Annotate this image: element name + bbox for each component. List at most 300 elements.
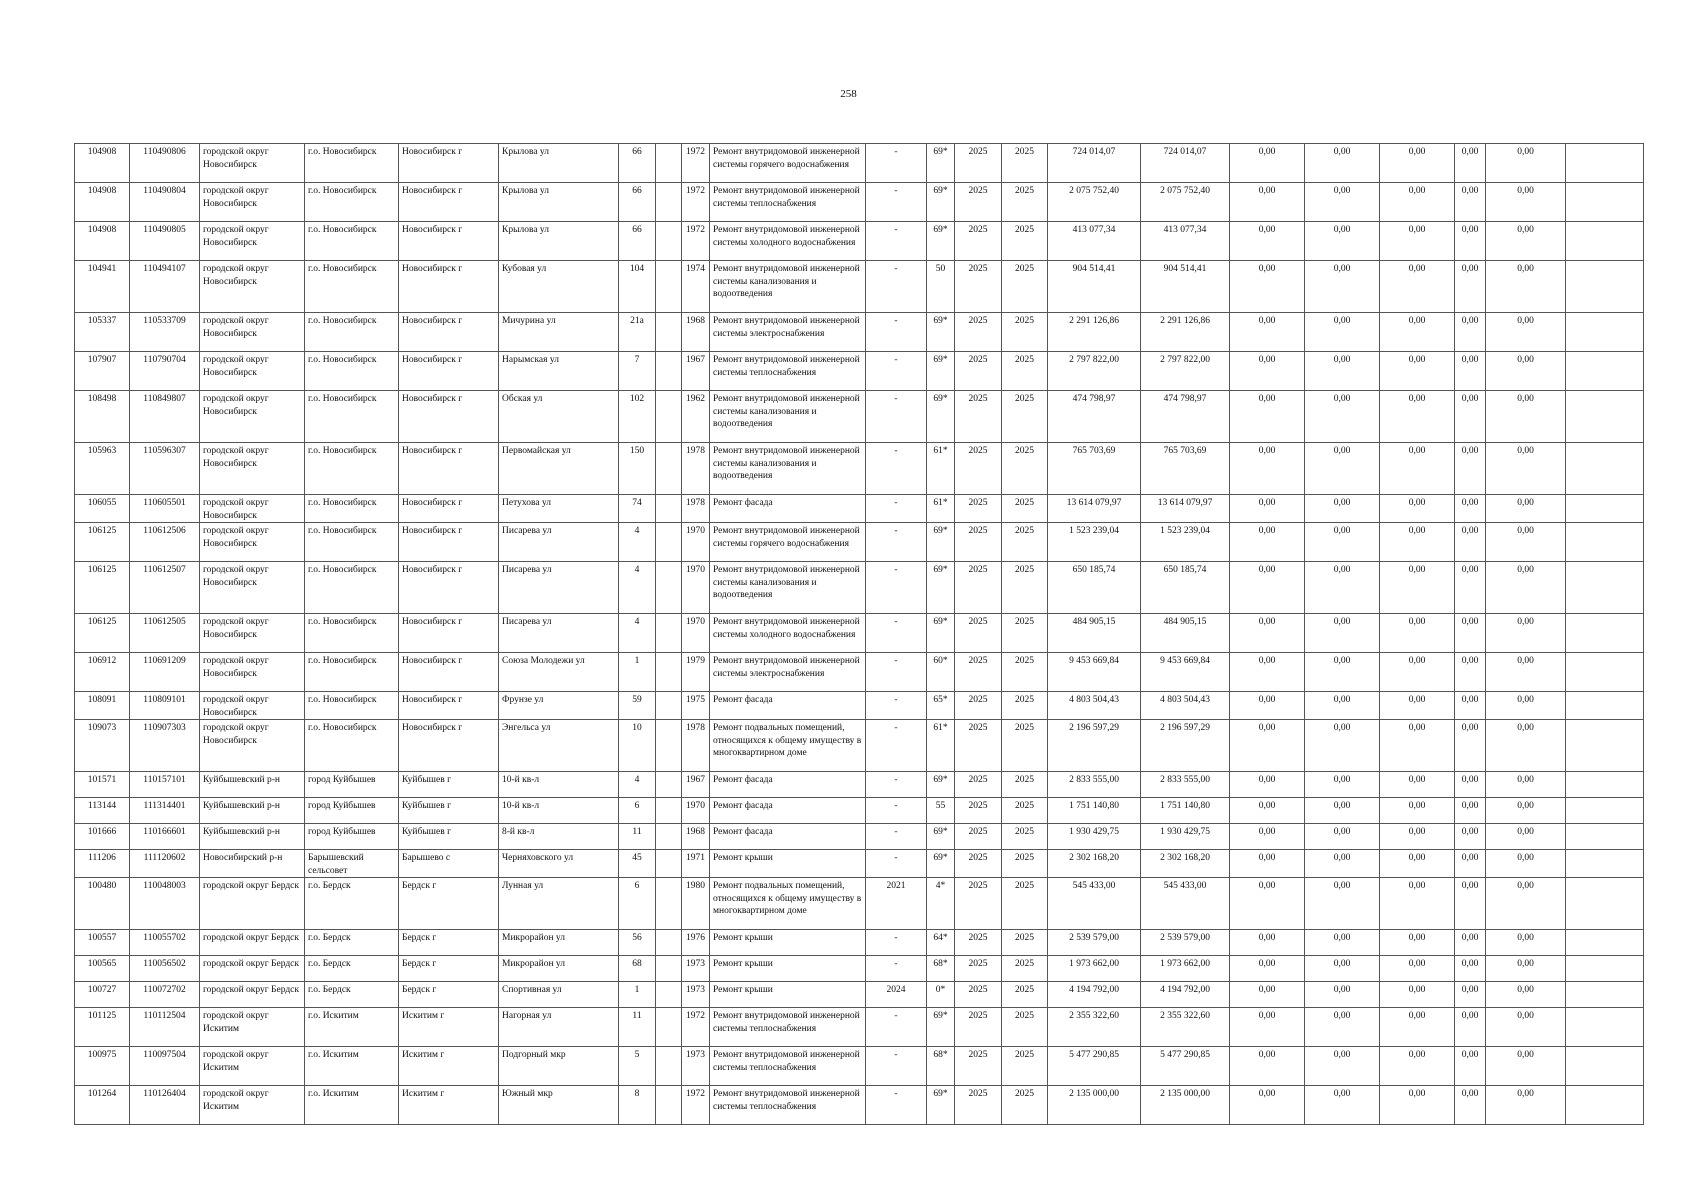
table-row bbox=[75, 495, 1644, 523]
table-cell: 0,00 bbox=[1486, 982, 1566, 1008]
table-cell: 0,00 bbox=[1486, 391, 1566, 443]
table-cell: 0,00 bbox=[1486, 614, 1566, 653]
table-cell: 0,00 bbox=[1230, 352, 1305, 391]
table-cell: 69* bbox=[927, 352, 955, 391]
table-cell: Фрунзе ул bbox=[499, 692, 619, 720]
table-row bbox=[75, 798, 1644, 824]
table-cell: 9 453 669,84 bbox=[1048, 653, 1141, 692]
table-cell: 1978 bbox=[682, 495, 710, 523]
table-cell: 106125 bbox=[75, 523, 130, 562]
table-cell bbox=[1566, 144, 1644, 183]
table-cell: 0,00 bbox=[1455, 692, 1486, 720]
table-cell: 0,00 bbox=[1486, 692, 1566, 720]
table-cell: 45 bbox=[619, 850, 656, 878]
table-cell bbox=[656, 562, 682, 614]
table-cell bbox=[1566, 930, 1644, 956]
table-cell: 484 905,15 bbox=[1048, 614, 1141, 653]
table-cell: г.о. Новосибирск bbox=[305, 261, 399, 313]
table-cell: 69* bbox=[927, 772, 955, 798]
table-cell: 1974 bbox=[682, 261, 710, 313]
table-cell: 0,00 bbox=[1305, 982, 1380, 1008]
table-cell: 2025 bbox=[1002, 391, 1048, 443]
table-cell: 2025 bbox=[1002, 930, 1048, 956]
table-cell: 0,00 bbox=[1305, 144, 1380, 183]
table-cell: 650 185,74 bbox=[1048, 562, 1141, 614]
table-cell bbox=[656, 772, 682, 798]
table-cell bbox=[1566, 183, 1644, 222]
table-cell: 0,00 bbox=[1380, 720, 1455, 772]
table-cell: 109073 bbox=[75, 720, 130, 772]
table-cell: 0,00 bbox=[1305, 614, 1380, 653]
table-cell: город Куйбышев bbox=[305, 824, 399, 850]
table-cell: 0,00 bbox=[1455, 183, 1486, 222]
table-cell: 110596307 bbox=[130, 443, 200, 495]
table-cell: 2025 bbox=[955, 850, 1002, 878]
table-cell: городской округ Новосибирск bbox=[200, 523, 305, 562]
table-cell: Крылова ул bbox=[499, 144, 619, 183]
table-cell: 110907303 bbox=[130, 720, 200, 772]
table-cell: 765 703,69 bbox=[1141, 443, 1230, 495]
table-cell: Ремонт крыши bbox=[710, 850, 866, 878]
table-cell: 2025 bbox=[1002, 352, 1048, 391]
table-cell: городской округ Новосибирск bbox=[200, 653, 305, 692]
table-cell: 1972 bbox=[682, 144, 710, 183]
table-cell: городской округ Искитим bbox=[200, 1047, 305, 1086]
table-cell: 0,00 bbox=[1380, 183, 1455, 222]
table-row bbox=[75, 523, 1644, 562]
table-cell: Куйбышевский р-н bbox=[200, 824, 305, 850]
page-number: 258 bbox=[840, 88, 857, 100]
table-cell: 0,00 bbox=[1230, 1086, 1305, 1125]
table-cell: 2025 bbox=[1002, 692, 1048, 720]
table-cell: - bbox=[866, 261, 927, 313]
table-cell: Бердск г bbox=[399, 982, 499, 1008]
table-cell: 0,00 bbox=[1455, 653, 1486, 692]
table-cell: городской округ Новосибирск bbox=[200, 391, 305, 443]
table-cell: 0,00 bbox=[1305, 391, 1380, 443]
table-cell: городской округ Новосибирск bbox=[200, 144, 305, 183]
table-cell: 2 291 126,86 bbox=[1048, 313, 1141, 352]
table-cell: 1 bbox=[619, 653, 656, 692]
table-cell: Новосибирск г bbox=[399, 313, 499, 352]
table-cell: 650 185,74 bbox=[1141, 562, 1230, 614]
table-cell bbox=[656, 523, 682, 562]
table-cell bbox=[656, 261, 682, 313]
table-cell: 10-й кв-л bbox=[499, 798, 619, 824]
table-cell: 2025 bbox=[1002, 562, 1048, 614]
table-cell: 2025 bbox=[1002, 313, 1048, 352]
table-cell: г.о. Новосибирск bbox=[305, 222, 399, 261]
table-cell: 110490805 bbox=[130, 222, 200, 261]
table-cell: 6 bbox=[619, 798, 656, 824]
table-cell: 4* bbox=[927, 878, 955, 930]
table-cell: 5 477 290,85 bbox=[1048, 1047, 1141, 1086]
table-cell: 104908 bbox=[75, 222, 130, 261]
table-cell: 64* bbox=[927, 930, 955, 956]
table-cell: 68 bbox=[619, 956, 656, 982]
table-cell: 0,00 bbox=[1230, 982, 1305, 1008]
table-cell: 69* bbox=[927, 222, 955, 261]
table-cell: 2025 bbox=[955, 982, 1002, 1008]
table-cell: 2 355 322,60 bbox=[1141, 1008, 1230, 1047]
table-cell: - bbox=[866, 1086, 927, 1125]
table-row bbox=[75, 1086, 1644, 1125]
table-cell: - bbox=[866, 144, 927, 183]
table-cell: Ремонт крыши bbox=[710, 982, 866, 1008]
table-cell: г.о. Новосибирск bbox=[305, 653, 399, 692]
table-cell: 1972 bbox=[682, 1008, 710, 1047]
table-cell: 1967 bbox=[682, 352, 710, 391]
table-cell: 2 196 597,29 bbox=[1048, 720, 1141, 772]
table-cell: 0,00 bbox=[1455, 222, 1486, 261]
table-cell: Куйбышев г bbox=[399, 824, 499, 850]
table-cell: Искитим г bbox=[399, 1086, 499, 1125]
table-cell: 0,00 bbox=[1305, 653, 1380, 692]
table-cell: - bbox=[866, 183, 927, 222]
table-cell: 0,00 bbox=[1455, 878, 1486, 930]
table-cell: Ремонт внутридомовой инженерной системы холодного водоснабжения bbox=[710, 614, 866, 653]
table-cell: 0,00 bbox=[1455, 352, 1486, 391]
table-cell: 0,00 bbox=[1380, 798, 1455, 824]
table-cell bbox=[1566, 523, 1644, 562]
table-cell: 1978 bbox=[682, 443, 710, 495]
table-cell: 0,00 bbox=[1380, 1086, 1455, 1125]
table-cell: 0,00 bbox=[1305, 523, 1380, 562]
table-cell: - bbox=[866, 443, 927, 495]
table-cell: 59 bbox=[619, 692, 656, 720]
table-cell: Кубовая ул bbox=[499, 261, 619, 313]
table-cell: 2025 bbox=[1002, 956, 1048, 982]
table-cell: 0,00 bbox=[1486, 850, 1566, 878]
table-cell: 0,00 bbox=[1305, 183, 1380, 222]
table-cell bbox=[656, 653, 682, 692]
table-cell: 104 bbox=[619, 261, 656, 313]
table-cell: 111314401 bbox=[130, 798, 200, 824]
table-cell: 1 930 429,75 bbox=[1048, 824, 1141, 850]
table-row bbox=[75, 653, 1644, 692]
table-cell: г.о. Бердск bbox=[305, 982, 399, 1008]
table-cell: 0,00 bbox=[1380, 313, 1455, 352]
table-cell: 0,00 bbox=[1455, 391, 1486, 443]
table-cell: Ремонт внутридомовой инженерной системы теплоснабжения bbox=[710, 183, 866, 222]
table-cell: 545 433,00 bbox=[1048, 878, 1141, 930]
table-cell: Ремонт фасада bbox=[710, 798, 866, 824]
table-cell: 2025 bbox=[1002, 523, 1048, 562]
table-cell: Новосибирск г bbox=[399, 222, 499, 261]
table-cell: Черняховского ул bbox=[499, 850, 619, 878]
table-cell: 0,00 bbox=[1230, 653, 1305, 692]
table-cell: Мичурина ул bbox=[499, 313, 619, 352]
table-cell: 0,00 bbox=[1455, 982, 1486, 1008]
table-cell: Бердск г bbox=[399, 930, 499, 956]
table-cell: г.о. Новосибирск bbox=[305, 352, 399, 391]
table-cell: 0,00 bbox=[1380, 352, 1455, 391]
table-cell: 0,00 bbox=[1455, 261, 1486, 313]
table-cell: - bbox=[866, 222, 927, 261]
table-cell bbox=[656, 222, 682, 261]
table-cell bbox=[656, 495, 682, 523]
table-cell: Ремонт внутридомовой инженерной системы электроснабжения bbox=[710, 653, 866, 692]
table-cell: 0,00 bbox=[1486, 653, 1566, 692]
table-cell: Бердск г bbox=[399, 956, 499, 982]
table-cell: 2025 bbox=[955, 956, 1002, 982]
table-cell: 0,00 bbox=[1230, 824, 1305, 850]
table-row bbox=[75, 222, 1644, 261]
table-cell: Новосибирск г bbox=[399, 183, 499, 222]
table-cell: 0,00 bbox=[1305, 692, 1380, 720]
table-cell: 66 bbox=[619, 183, 656, 222]
table-cell: Ремонт крыши bbox=[710, 930, 866, 956]
table-cell: 110809101 bbox=[130, 692, 200, 720]
table-cell: 0,00 bbox=[1380, 562, 1455, 614]
table-cell: 111206 bbox=[75, 850, 130, 878]
table-row bbox=[75, 144, 1644, 183]
table-cell: 0,00 bbox=[1305, 313, 1380, 352]
table-cell: 0,00 bbox=[1230, 183, 1305, 222]
table-cell: 2 833 555,00 bbox=[1141, 772, 1230, 798]
table-cell: 69* bbox=[927, 523, 955, 562]
table-cell: - bbox=[866, 850, 927, 878]
table-cell: 2025 bbox=[1002, 144, 1048, 183]
table-cell: 0,00 bbox=[1486, 1008, 1566, 1047]
table-cell: 4 bbox=[619, 523, 656, 562]
table-cell: Ремонт внутридомовой инженерной системы теплоснабжения bbox=[710, 352, 866, 391]
table-cell: 69* bbox=[927, 1086, 955, 1125]
table-cell: 0,00 bbox=[1380, 391, 1455, 443]
table-cell: Ремонт внутридомовой инженерной системы горячего водоснабжения bbox=[710, 144, 866, 183]
table-cell: 55 bbox=[927, 798, 955, 824]
table-cell: 106125 bbox=[75, 614, 130, 653]
table-cell: 68* bbox=[927, 956, 955, 982]
table-cell: г.о. Искитим bbox=[305, 1047, 399, 1086]
table-cell: 106912 bbox=[75, 653, 130, 692]
table-cell: Крылова ул bbox=[499, 183, 619, 222]
table-cell: 545 433,00 bbox=[1141, 878, 1230, 930]
table-cell: Ремонт подвальных помещений, относящихся к общему имуществу в многоквартирном доме bbox=[710, 878, 866, 930]
table-cell: 110048003 bbox=[130, 878, 200, 930]
table-cell: 0,00 bbox=[1486, 878, 1566, 930]
table-cell: городской округ Новосибирск bbox=[200, 562, 305, 614]
table-cell: 69* bbox=[927, 850, 955, 878]
table-cell: городской округ Бердск bbox=[200, 982, 305, 1008]
table-cell bbox=[656, 144, 682, 183]
table-cell: 105963 bbox=[75, 443, 130, 495]
table-cell: 1972 bbox=[682, 183, 710, 222]
table-cell: Подгорный мкр bbox=[499, 1047, 619, 1086]
table-cell: 2025 bbox=[1002, 772, 1048, 798]
table-cell: 2025 bbox=[955, 1086, 1002, 1125]
table-cell: Ремонт фасада bbox=[710, 824, 866, 850]
table-cell bbox=[656, 443, 682, 495]
table-cell bbox=[656, 878, 682, 930]
table-cell: - bbox=[866, 495, 927, 523]
table-cell: 2025 bbox=[955, 352, 1002, 391]
table-cell: 2025 bbox=[1002, 1086, 1048, 1125]
table-cell: - bbox=[866, 956, 927, 982]
table-cell: Ремонт фасада bbox=[710, 772, 866, 798]
table-cell: Писарева ул bbox=[499, 562, 619, 614]
table-cell: 2025 bbox=[955, 720, 1002, 772]
table-cell: 110605501 bbox=[130, 495, 200, 523]
table-cell: 0,00 bbox=[1455, 824, 1486, 850]
table-cell: 0,00 bbox=[1230, 956, 1305, 982]
table-cell: 2025 bbox=[955, 313, 1002, 352]
table-cell: 2025 bbox=[955, 878, 1002, 930]
table-cell bbox=[656, 1008, 682, 1047]
table-cell: г.о. Новосибирск bbox=[305, 523, 399, 562]
table-cell: 0,00 bbox=[1230, 772, 1305, 798]
table-cell: 0,00 bbox=[1486, 144, 1566, 183]
table-row bbox=[75, 850, 1644, 878]
table-cell: г.о. Бердск bbox=[305, 930, 399, 956]
table-cell bbox=[1566, 391, 1644, 443]
table-cell: - bbox=[866, 523, 927, 562]
table-cell: 0,00 bbox=[1455, 772, 1486, 798]
table-cell: 2025 bbox=[1002, 614, 1048, 653]
table-cell: - bbox=[866, 653, 927, 692]
table-row bbox=[75, 443, 1644, 495]
table-cell: 0,00 bbox=[1230, 878, 1305, 930]
table-cell: 2 135 000,00 bbox=[1141, 1086, 1230, 1125]
table-cell: 0,00 bbox=[1305, 1086, 1380, 1125]
table-cell: Куйбышевский р-н bbox=[200, 798, 305, 824]
table-cell: г.о. Новосибирск bbox=[305, 183, 399, 222]
table-cell: 0,00 bbox=[1486, 222, 1566, 261]
table-cell: Ремонт внутридомовой инженерной системы канализования и водоотведения bbox=[710, 261, 866, 313]
table-cell: г.о. Искитим bbox=[305, 1008, 399, 1047]
table-cell: 1968 bbox=[682, 313, 710, 352]
table-cell: 66 bbox=[619, 222, 656, 261]
table-cell: г.о. Новосибирск bbox=[305, 720, 399, 772]
table-cell: 50 bbox=[927, 261, 955, 313]
table-cell bbox=[1566, 222, 1644, 261]
table-cell: 0,00 bbox=[1486, 261, 1566, 313]
table-cell: 9 453 669,84 bbox=[1141, 653, 1230, 692]
table-cell: 0,00 bbox=[1230, 798, 1305, 824]
table-cell: 0,00 bbox=[1230, 391, 1305, 443]
table-cell: 100480 bbox=[75, 878, 130, 930]
table-cell: Новосибирск г bbox=[399, 495, 499, 523]
table-cell: 0,00 bbox=[1305, 772, 1380, 798]
table-cell bbox=[1566, 1008, 1644, 1047]
table-cell: 2 797 822,00 bbox=[1141, 352, 1230, 391]
table-cell: 110490804 bbox=[130, 183, 200, 222]
table-cell: 2 135 000,00 bbox=[1048, 1086, 1141, 1125]
table-cell: 110056502 bbox=[130, 956, 200, 982]
table-cell: 0,00 bbox=[1380, 443, 1455, 495]
table-cell: 1 751 140,80 bbox=[1048, 798, 1141, 824]
table-cell: - bbox=[866, 930, 927, 956]
table-cell: 1970 bbox=[682, 798, 710, 824]
table-cell: 0,00 bbox=[1380, 982, 1455, 1008]
table-cell: Ремонт внутридомовой инженерной системы холодного водоснабжения bbox=[710, 222, 866, 261]
table-cell: 1973 bbox=[682, 956, 710, 982]
table-cell: г.о. Новосибирск bbox=[305, 313, 399, 352]
table-cell: 106055 bbox=[75, 495, 130, 523]
table-cell: 60* bbox=[927, 653, 955, 692]
table-cell: 0,00 bbox=[1486, 1047, 1566, 1086]
table-cell: 56 bbox=[619, 930, 656, 956]
table-cell: 4 194 792,00 bbox=[1141, 982, 1230, 1008]
table-cell bbox=[656, 183, 682, 222]
table-cell: 11 bbox=[619, 1008, 656, 1047]
table-cell: 69* bbox=[927, 562, 955, 614]
table-cell: 0,00 bbox=[1455, 144, 1486, 183]
table-cell: 0,00 bbox=[1486, 956, 1566, 982]
table-cell: 0,00 bbox=[1230, 692, 1305, 720]
table-cell: 0,00 bbox=[1305, 850, 1380, 878]
table-cell bbox=[1566, 562, 1644, 614]
table-cell: - bbox=[866, 798, 927, 824]
table-cell: 0,00 bbox=[1455, 523, 1486, 562]
table-cell: 0,00 bbox=[1305, 798, 1380, 824]
table-cell: городской округ Искитим bbox=[200, 1086, 305, 1125]
table-cell: 0,00 bbox=[1380, 956, 1455, 982]
table-cell: 110490806 bbox=[130, 144, 200, 183]
table-cell: 1971 bbox=[682, 850, 710, 878]
table-cell: 0,00 bbox=[1305, 956, 1380, 982]
table-cell: 0,00 bbox=[1486, 523, 1566, 562]
table-cell: 110612505 bbox=[130, 614, 200, 653]
table-row bbox=[75, 692, 1644, 720]
table-cell bbox=[1566, 956, 1644, 982]
table-cell: 4 bbox=[619, 772, 656, 798]
table-cell: 2 302 168,20 bbox=[1048, 850, 1141, 878]
table-cell: 0,00 bbox=[1230, 222, 1305, 261]
table-cell: 0,00 bbox=[1455, 614, 1486, 653]
table-cell: 0,00 bbox=[1380, 1008, 1455, 1047]
table-cell: г.о. Искитим bbox=[305, 1086, 399, 1125]
table-cell: Энгельса ул bbox=[499, 720, 619, 772]
table-cell: 0,00 bbox=[1305, 222, 1380, 261]
table-row bbox=[75, 313, 1644, 352]
table-cell: 0,00 bbox=[1230, 1008, 1305, 1047]
table-cell: 2025 bbox=[955, 183, 1002, 222]
table-cell: 2025 bbox=[955, 443, 1002, 495]
table-cell: Ремонт внутридомовой инженерной системы теплоснабжения bbox=[710, 1008, 866, 1047]
table-cell: 0,00 bbox=[1380, 878, 1455, 930]
table-cell: городской округ Новосибирск bbox=[200, 222, 305, 261]
table-cell: 0,00 bbox=[1455, 720, 1486, 772]
table-cell: 110072702 bbox=[130, 982, 200, 1008]
table-cell: Новосибирск г bbox=[399, 352, 499, 391]
table-cell: 8-й кв-л bbox=[499, 824, 619, 850]
table-cell: городской округ Искитим bbox=[200, 1008, 305, 1047]
table-cell: 2025 bbox=[1002, 495, 1048, 523]
table-cell: 484 905,15 bbox=[1141, 614, 1230, 653]
table-cell: 0,00 bbox=[1455, 956, 1486, 982]
table-cell bbox=[1566, 352, 1644, 391]
table-cell: г.о. Бердск bbox=[305, 878, 399, 930]
table-cell bbox=[1566, 261, 1644, 313]
table-cell: 2 075 752,40 bbox=[1048, 183, 1141, 222]
table-cell: городской округ Новосибирск bbox=[200, 720, 305, 772]
table-row bbox=[75, 614, 1644, 653]
table-cell: 0,00 bbox=[1230, 1047, 1305, 1086]
table-cell: 106125 bbox=[75, 562, 130, 614]
table-cell: 413 077,34 bbox=[1141, 222, 1230, 261]
table-cell: 2021 bbox=[866, 878, 927, 930]
table-cell: 104908 bbox=[75, 183, 130, 222]
table-cell: 2 797 822,00 bbox=[1048, 352, 1141, 391]
table-cell: г.о. Новосибирск bbox=[305, 144, 399, 183]
table-cell: 0,00 bbox=[1486, 352, 1566, 391]
table-cell: Союза Молодежи ул bbox=[499, 653, 619, 692]
table-cell bbox=[1566, 443, 1644, 495]
table-row bbox=[75, 183, 1644, 222]
table-cell bbox=[1566, 313, 1644, 352]
table-cell: 110055702 bbox=[130, 930, 200, 956]
